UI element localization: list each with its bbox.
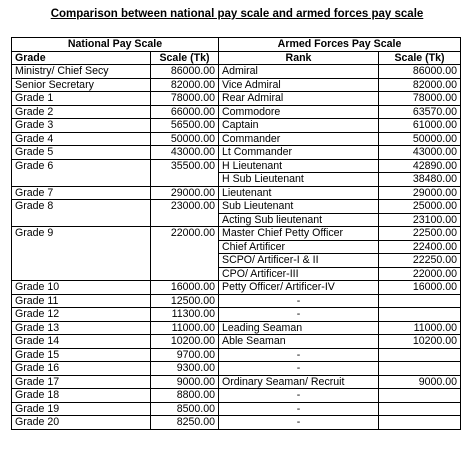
grade-cell: Grade 16: [12, 362, 151, 376]
grade-cell: Grade 5: [12, 146, 151, 160]
armed-scale-cell: 61000.00: [379, 119, 461, 133]
table-row: [12, 281, 461, 295]
grade-cell: Ministry/ Chief Secy: [12, 65, 151, 79]
rank-cell: Commodore: [219, 105, 379, 119]
national-scale-cell: 82000.00: [151, 78, 219, 92]
armed-scale-cell: 22000.00: [379, 267, 461, 281]
armed-scale-cell: 22500.00: [379, 227, 461, 241]
grade-cell: Grade 15: [12, 348, 151, 362]
rank-cell: Captain: [219, 119, 379, 133]
grade-cell: Grade 17: [12, 375, 151, 389]
table-row: [12, 200, 461, 214]
table-row: [12, 308, 461, 322]
table-row: [12, 119, 461, 133]
armed-scale-cell: 22250.00: [379, 254, 461, 268]
table-row: [12, 186, 461, 200]
armed-scale-cell: 9000.00: [379, 375, 461, 389]
armed-scale-cell: 23100.00: [379, 213, 461, 227]
grade-cell: Grade 8: [12, 200, 151, 227]
armed-scale-cell: 50000.00: [379, 132, 461, 146]
armed-scale-cell: 38480.00: [379, 173, 461, 187]
rank-cell: Lt Commander: [219, 146, 379, 160]
armed-scale-cell: 11000.00: [379, 321, 461, 335]
rank-cell: Ordinary Seaman/ Recruit: [219, 375, 379, 389]
rank-cell: Petty Officer/ Artificer-IV: [219, 281, 379, 295]
table-row: [12, 65, 461, 79]
rank-cell: H Sub Lieutenant: [219, 173, 379, 187]
table-row: [12, 321, 461, 335]
table-row: [12, 146, 461, 160]
national-scale-cell: 8500.00: [151, 402, 219, 416]
grade-cell: Grade 2: [12, 105, 151, 119]
national-scale-column-header: Scale (Tk): [151, 51, 219, 65]
table-row: [12, 335, 461, 349]
grade-cell: Senior Secretary: [12, 78, 151, 92]
rank-cell: -: [219, 348, 379, 362]
grade-cell: Grade 11: [12, 294, 151, 308]
national-scale-cell: 23000.00: [151, 200, 219, 227]
national-scale-cell: 56500.00: [151, 119, 219, 133]
armed-scale-cell: 42890.00: [379, 159, 461, 173]
rank-cell: -: [219, 294, 379, 308]
grade-cell: Grade 14: [12, 335, 151, 349]
table-row: [12, 227, 461, 241]
national-scale-cell: 11000.00: [151, 321, 219, 335]
national-pay-scale-header: National Pay Scale: [12, 38, 219, 52]
national-scale-cell: 8800.00: [151, 389, 219, 403]
armed-scale-cell: 63570.00: [379, 105, 461, 119]
table-row: [12, 362, 461, 376]
armed-scale-cell: 10200.00: [379, 335, 461, 349]
rank-cell: -: [219, 389, 379, 403]
rank-cell: CPO/ Artificer-III: [219, 267, 379, 281]
national-scale-cell: 50000.00: [151, 132, 219, 146]
table-row: [12, 132, 461, 146]
national-scale-cell: 66000.00: [151, 105, 219, 119]
armed-scale-cell: 82000.00: [379, 78, 461, 92]
grade-cell: Grade 6: [12, 159, 151, 186]
armed-scale-cell: 78000.00: [379, 92, 461, 106]
table-row: [12, 92, 461, 106]
rank-cell: Acting Sub lieutenant: [219, 213, 379, 227]
national-scale-cell: 9000.00: [151, 375, 219, 389]
national-scale-cell: 16000.00: [151, 281, 219, 295]
table-row: [12, 348, 461, 362]
grade-cell: Grade 10: [12, 281, 151, 295]
table-body: [12, 65, 461, 430]
armed-scale-cell: [379, 402, 461, 416]
rank-cell: Able Seaman: [219, 335, 379, 349]
rank-cell: -: [219, 362, 379, 376]
rank-cell: Commander: [219, 132, 379, 146]
table-row: [12, 294, 461, 308]
armed-scale-cell: 16000.00: [379, 281, 461, 295]
header-row-groups: [12, 38, 461, 52]
table-row: [12, 389, 461, 403]
national-scale-cell: 12500.00: [151, 294, 219, 308]
table-row: [12, 105, 461, 119]
national-scale-cell: 22000.00: [151, 227, 219, 281]
rank-cell: Admiral: [219, 65, 379, 79]
rank-cell: Lieutenant: [219, 186, 379, 200]
grade-cell: Grade 19: [12, 402, 151, 416]
armed-scale-cell: 43000.00: [379, 146, 461, 160]
national-scale-cell: 29000.00: [151, 186, 219, 200]
document-title: Comparison between national pay scale and armed forces pay scale: [50, 8, 424, 20]
armed-scale-cell: [379, 362, 461, 376]
armed-scale-cell: [379, 389, 461, 403]
grade-cell: Grade 7: [12, 186, 151, 200]
grade-column-header: Grade: [12, 51, 151, 65]
national-scale-cell: 9300.00: [151, 362, 219, 376]
grade-cell: Grade 1: [12, 92, 151, 106]
rank-cell: -: [219, 416, 379, 430]
national-scale-cell: 35500.00: [151, 159, 219, 186]
rank-cell: Leading Seaman: [219, 321, 379, 335]
armed-scale-cell: 25000.00: [379, 200, 461, 214]
rank-cell: Rear Admiral: [219, 92, 379, 106]
grade-cell: Grade 12: [12, 308, 151, 322]
national-scale-cell: 11300.00: [151, 308, 219, 322]
rank-cell: Chief Artificer: [219, 240, 379, 254]
armed-scale-cell: 22400.00: [379, 240, 461, 254]
armed-scale-cell: 29000.00: [379, 186, 461, 200]
rank-cell: Sub Lieutenant: [219, 200, 379, 214]
table-row: [12, 78, 461, 92]
national-scale-cell: 10200.00: [151, 335, 219, 349]
grade-cell: Grade 4: [12, 132, 151, 146]
armed-scale-cell: [379, 416, 461, 430]
armed-scale-cell: [379, 308, 461, 322]
national-scale-cell: 9700.00: [151, 348, 219, 362]
rank-cell: H Lieutenant: [219, 159, 379, 173]
grade-cell: Grade 13: [12, 321, 151, 335]
table-row: [12, 416, 461, 430]
table-row: [12, 402, 461, 416]
table-row: [12, 375, 461, 389]
national-scale-cell: 78000.00: [151, 92, 219, 106]
armed-scale-cell: 86000.00: [379, 65, 461, 79]
national-scale-cell: 86000.00: [151, 65, 219, 79]
rank-cell: -: [219, 402, 379, 416]
rank-column-header: Rank: [219, 51, 379, 65]
pay-scale-table: [11, 37, 461, 430]
table-row: [12, 159, 461, 173]
armed-scale-cell: [379, 294, 461, 308]
rank-cell: SCPO/ Artificer-I & II: [219, 254, 379, 268]
national-scale-cell: 43000.00: [151, 146, 219, 160]
grade-cell: Grade 3: [12, 119, 151, 133]
grade-cell: Grade 20: [12, 416, 151, 430]
table-header: [12, 38, 461, 65]
rank-cell: Vice Admiral: [219, 78, 379, 92]
national-scale-cell: 8250.00: [151, 416, 219, 430]
armed-scale-cell: [379, 348, 461, 362]
grade-cell: Grade 18: [12, 389, 151, 403]
header-row-columns: [12, 51, 461, 65]
grade-cell: Grade 9: [12, 227, 151, 281]
armed-scale-column-header: Scale (Tk): [379, 51, 461, 65]
rank-cell: Master Chief Petty Officer: [219, 227, 379, 241]
rank-cell: -: [219, 308, 379, 322]
armed-forces-pay-scale-header: Armed Forces Pay Scale: [219, 38, 461, 52]
